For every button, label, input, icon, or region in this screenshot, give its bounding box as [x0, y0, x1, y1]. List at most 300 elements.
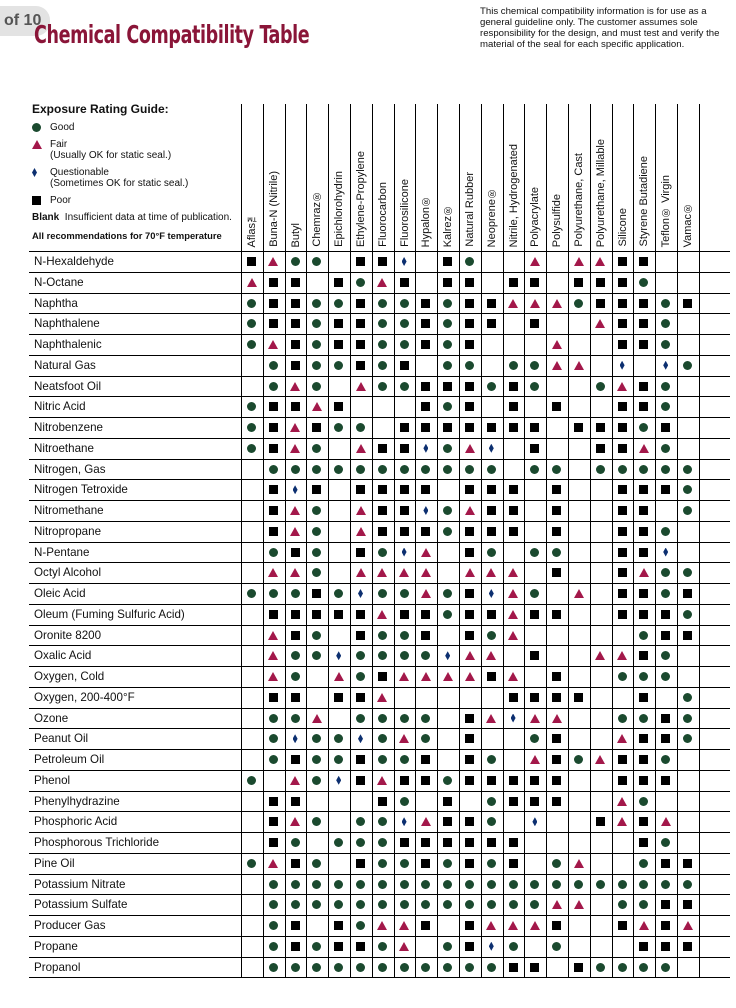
rating-cell	[263, 646, 284, 666]
rating-cell	[328, 584, 349, 604]
rating-cell	[546, 729, 567, 749]
good-circle-icon	[661, 527, 670, 536]
rating-cell	[306, 521, 327, 541]
rating-cell	[633, 874, 654, 894]
rating-cell	[677, 687, 698, 707]
questionable-diamond-icon	[293, 734, 298, 743]
rating-cell	[633, 376, 654, 396]
good-circle-icon	[639, 859, 648, 868]
rating-cell	[306, 874, 327, 894]
poor-square-icon	[661, 776, 670, 785]
poor-square-icon	[465, 921, 474, 930]
good-circle-icon	[487, 817, 496, 826]
rating-cell	[285, 376, 306, 396]
good-circle-icon	[356, 838, 365, 847]
poor-square-icon	[487, 299, 496, 308]
good-circle-icon	[639, 880, 648, 889]
good-circle-icon	[247, 859, 256, 868]
rating-cell	[415, 521, 436, 541]
good-circle-icon	[530, 880, 539, 889]
rating-cell	[285, 812, 306, 832]
good-circle-icon	[247, 444, 256, 453]
good-circle-icon	[552, 880, 561, 889]
rating-cell	[437, 459, 458, 479]
poor-square-icon	[269, 444, 278, 453]
rating-cell	[655, 293, 676, 313]
rating-cell	[568, 957, 589, 977]
poor-square-icon	[421, 755, 430, 764]
rating-cell	[285, 936, 306, 956]
good-circle-icon	[356, 278, 365, 287]
poor-square-icon	[639, 651, 648, 660]
poor-square-icon	[312, 610, 321, 619]
rating-cell	[677, 501, 698, 521]
rating-cell	[285, 729, 306, 749]
poor-square-icon	[509, 485, 518, 494]
rating-cell	[437, 874, 458, 894]
poor-square-icon	[421, 527, 430, 536]
rating-cell	[437, 853, 458, 873]
rating-cell	[263, 833, 284, 853]
fair-triangle-icon	[617, 734, 627, 743]
rating-cell	[263, 667, 284, 687]
poor-square-icon	[639, 485, 648, 494]
rating-cell	[590, 418, 611, 438]
good-circle-icon	[618, 963, 627, 972]
poor-square-icon	[618, 568, 627, 577]
rating-cell	[263, 293, 284, 313]
fair-triangle-icon	[639, 568, 649, 577]
column-header: Epichlorohydrin	[333, 171, 346, 247]
good-circle-icon	[443, 465, 452, 474]
poor-square-icon	[530, 278, 539, 287]
rating-cell	[677, 853, 698, 873]
rating-cell	[481, 314, 502, 334]
rating-cell	[437, 314, 458, 334]
fair-triangle-icon	[32, 140, 42, 149]
poor-square-icon	[661, 734, 670, 743]
rating-cell	[612, 521, 633, 541]
poor-square-icon	[291, 319, 300, 328]
rating-cell	[372, 438, 393, 458]
good-circle-icon	[683, 465, 692, 474]
poor-square-icon	[465, 817, 474, 826]
poor-square-icon	[683, 631, 692, 640]
good-circle-icon	[356, 900, 365, 909]
good-circle-icon	[312, 900, 321, 909]
questionable-diamond-icon	[336, 776, 341, 785]
rating-cell	[263, 874, 284, 894]
fair-triangle-icon	[508, 299, 518, 308]
good-circle-icon	[487, 465, 496, 474]
rating-cell	[524, 791, 545, 811]
fair-triangle-icon	[268, 651, 278, 660]
rating-cell	[546, 459, 567, 479]
rating-cell	[263, 708, 284, 728]
rating-cell	[546, 708, 567, 728]
rating-cell	[263, 936, 284, 956]
good-circle-icon	[487, 631, 496, 640]
good-circle-icon	[312, 859, 321, 868]
good-circle-icon	[421, 651, 430, 660]
rating-cell	[590, 957, 611, 977]
poor-square-icon	[269, 693, 278, 702]
poor-square-icon	[552, 776, 561, 785]
good-circle-icon	[378, 817, 387, 826]
rating-cell	[350, 895, 371, 915]
poor-square-icon	[683, 589, 692, 598]
poor-square-icon	[530, 776, 539, 785]
rating-cell	[481, 646, 502, 666]
guide-questionable: Questionable (Sometimes OK for static seal.)	[32, 167, 237, 189]
poor-square-icon	[400, 278, 409, 287]
rating-cell	[437, 376, 458, 396]
rating-cell	[437, 293, 458, 313]
rating-cell	[263, 521, 284, 541]
rating-cell	[415, 480, 436, 500]
rating-cell	[459, 916, 480, 936]
rating-cell	[590, 272, 611, 292]
fair-triangle-icon	[465, 651, 475, 660]
good-circle-icon	[334, 589, 343, 598]
rating-cell	[328, 335, 349, 355]
rating-cell	[328, 936, 349, 956]
good-circle-icon	[683, 880, 692, 889]
rating-cell	[394, 438, 415, 458]
good-circle-icon	[334, 299, 343, 308]
rating-cell	[503, 480, 524, 500]
rating-cell	[546, 542, 567, 562]
fair-triangle-icon	[443, 672, 453, 681]
poor-square-icon	[269, 485, 278, 494]
good-circle-icon	[356, 465, 365, 474]
rating-cell	[612, 418, 633, 438]
poor-square-icon	[356, 693, 365, 702]
rating-cell	[372, 687, 393, 707]
good-circle-icon	[312, 319, 321, 328]
questionable-diamond-icon	[445, 651, 450, 660]
rating-cell	[350, 708, 371, 728]
column-header: Hypalon®	[420, 194, 433, 247]
rating-cell	[546, 335, 567, 355]
fair-triangle-icon	[574, 900, 584, 909]
poor-square-icon	[356, 319, 365, 328]
good-circle-icon	[269, 382, 278, 391]
rating-cell	[503, 916, 524, 936]
rating-cell	[415, 418, 436, 438]
rating-cell	[350, 729, 371, 749]
exposure-rating-guide	[32, 102, 237, 241]
rating-cell	[437, 521, 458, 541]
rating-cell	[459, 770, 480, 790]
poor-square-icon	[269, 527, 278, 536]
fair-triangle-icon	[530, 714, 540, 723]
column-header: Ethylene-Propylene	[355, 150, 367, 247]
poor-square-icon	[487, 319, 496, 328]
good-circle-icon	[683, 693, 692, 702]
poor-square-icon	[683, 859, 692, 868]
good-circle-icon	[312, 651, 321, 660]
rating-cell	[459, 667, 480, 687]
rating-cell	[524, 542, 545, 562]
good-circle-icon	[443, 402, 452, 411]
rating-cell	[263, 438, 284, 458]
questionable-diamond-icon	[511, 714, 516, 723]
poor-square-icon	[356, 485, 365, 494]
good-circle-icon	[400, 631, 409, 640]
rating-cell	[459, 874, 480, 894]
poor-square-icon	[378, 527, 387, 536]
rating-cell	[677, 708, 698, 728]
rating-cell	[372, 355, 393, 375]
rating-cell	[481, 833, 502, 853]
rating-cell	[655, 729, 676, 749]
poor-square-icon	[465, 838, 474, 847]
poor-square-icon	[291, 859, 300, 868]
rating-cell	[415, 438, 436, 458]
poor-square-icon	[509, 963, 518, 972]
fair-triangle-icon	[290, 444, 300, 453]
poor-square-icon	[421, 299, 430, 308]
good-circle-icon	[334, 900, 343, 909]
rating-cell	[677, 355, 698, 375]
poor-square-icon	[465, 631, 474, 640]
rating-cell	[546, 563, 567, 583]
rating-cell	[394, 272, 415, 292]
poor-square-icon	[247, 257, 256, 266]
rating-cell	[677, 563, 698, 583]
rating-cell	[503, 584, 524, 604]
rating-cell	[328, 355, 349, 375]
good-circle-icon	[269, 465, 278, 474]
page-edge-mark	[0, 980, 6, 996]
good-circle-icon	[32, 123, 41, 132]
rating-cell	[350, 750, 371, 770]
rating-cell	[394, 355, 415, 375]
rating-cell	[263, 272, 284, 292]
rating-cell	[503, 604, 524, 624]
rating-cell	[524, 687, 545, 707]
poor-square-icon	[574, 278, 583, 287]
rating-cell	[372, 750, 393, 770]
rating-cell	[524, 459, 545, 479]
fair-triangle-icon	[617, 651, 627, 660]
fair-triangle-icon	[508, 610, 518, 619]
fair-triangle-icon	[334, 672, 344, 681]
good-circle-icon	[661, 963, 670, 972]
rating-cell	[503, 501, 524, 521]
rating-cell	[285, 314, 306, 334]
rating-cell	[633, 770, 654, 790]
guide-title: Exposure Rating Guide:	[32, 102, 169, 116]
rating-cell	[306, 252, 327, 272]
rating-cell	[415, 957, 436, 977]
rating-cell	[481, 916, 502, 936]
rating-cell	[546, 853, 567, 873]
good-circle-icon	[312, 942, 321, 951]
rating-cell	[437, 584, 458, 604]
fair-triangle-icon	[552, 714, 562, 723]
good-circle-icon	[443, 527, 452, 536]
row-label: Pine Oil	[34, 856, 75, 870]
rating-cell	[372, 459, 393, 479]
rating-cell	[241, 438, 262, 458]
poor-square-icon	[596, 423, 605, 432]
rating-cell	[459, 501, 480, 521]
good-circle-icon	[400, 299, 409, 308]
poor-square-icon	[334, 319, 343, 328]
good-circle-icon	[312, 340, 321, 349]
poor-square-icon	[421, 485, 430, 494]
rating-cell	[655, 957, 676, 977]
rating-cell	[415, 646, 436, 666]
rating-cell	[285, 791, 306, 811]
rating-cell	[285, 957, 306, 977]
rating-cell	[372, 335, 393, 355]
questionable-diamond-icon	[663, 361, 668, 370]
poor-square-icon	[356, 776, 365, 785]
rating-cell	[285, 874, 306, 894]
good-circle-icon	[247, 776, 256, 785]
rating-cell	[350, 874, 371, 894]
fair-triangle-icon	[530, 257, 540, 266]
questionable-diamond-icon	[32, 168, 37, 177]
poor-square-icon	[465, 278, 474, 287]
poor-square-icon	[639, 755, 648, 764]
fair-triangle-icon	[617, 382, 627, 391]
poor-square-icon	[509, 423, 518, 432]
good-circle-icon	[443, 506, 452, 515]
rating-cell	[415, 397, 436, 417]
rating-cell	[263, 418, 284, 438]
rating-cell	[372, 563, 393, 583]
rating-cell	[481, 853, 502, 873]
good-circle-icon	[530, 589, 539, 598]
fair-triangle-icon	[421, 589, 431, 598]
rating-cell	[437, 335, 458, 355]
rating-cell	[285, 459, 306, 479]
rating-cell	[306, 853, 327, 873]
rating-cell	[677, 459, 698, 479]
fair-triangle-icon	[574, 257, 584, 266]
good-circle-icon	[378, 963, 387, 972]
poor-square-icon	[639, 340, 648, 349]
poor-square-icon	[356, 361, 365, 370]
rating-cell	[481, 542, 502, 562]
rating-cell	[263, 480, 284, 500]
rating-cell	[394, 708, 415, 728]
rating-cell	[459, 853, 480, 873]
rating-cell	[590, 252, 611, 272]
good-circle-icon	[661, 340, 670, 349]
poor-square-icon	[421, 319, 430, 328]
rating-cell	[415, 459, 436, 479]
rating-cell	[524, 874, 545, 894]
rating-cell	[437, 272, 458, 292]
poor-square-icon	[291, 402, 300, 411]
rating-cell	[372, 812, 393, 832]
rating-cell	[394, 293, 415, 313]
poor-square-icon	[291, 797, 300, 806]
rating-cell	[350, 418, 371, 438]
poor-square-icon	[421, 859, 430, 868]
fair-triangle-icon	[574, 859, 584, 868]
good-circle-icon	[618, 465, 627, 474]
rating-cell	[633, 625, 654, 645]
page-number-badge: of 10	[0, 6, 50, 36]
rating-cell	[590, 376, 611, 396]
rating-cell	[612, 459, 633, 479]
fair-triangle-icon	[465, 672, 475, 681]
fair-triangle-icon	[356, 382, 366, 391]
good-circle-icon	[509, 361, 518, 370]
rating-cell	[655, 833, 676, 853]
poor-square-icon	[400, 444, 409, 453]
good-circle-icon	[639, 900, 648, 909]
rating-cell	[328, 667, 349, 687]
rating-cell	[394, 314, 415, 334]
good-circle-icon	[378, 361, 387, 370]
poor-square-icon	[356, 257, 365, 266]
good-circle-icon	[269, 755, 278, 764]
rating-cell	[415, 916, 436, 936]
poor-square-icon	[269, 278, 278, 287]
rating-cell	[306, 355, 327, 375]
rating-cell	[372, 293, 393, 313]
good-circle-icon	[661, 672, 670, 681]
poor-square-icon	[552, 568, 561, 577]
good-circle-icon	[378, 589, 387, 598]
good-circle-icon	[443, 610, 452, 619]
rating-cell	[655, 521, 676, 541]
fair-triangle-icon	[508, 672, 518, 681]
good-circle-icon	[465, 900, 474, 909]
column-header: Natural Rubber	[464, 172, 476, 247]
questionable-diamond-icon	[336, 651, 341, 660]
fair-triangle-icon	[399, 568, 409, 577]
rating-cell	[285, 667, 306, 687]
good-circle-icon	[334, 755, 343, 764]
rating-cell	[394, 957, 415, 977]
row-label: Peanut Oil	[34, 732, 89, 746]
fair-triangle-icon	[683, 921, 693, 930]
rating-cell	[612, 874, 633, 894]
rating-cell	[306, 314, 327, 334]
rating-cell	[612, 770, 633, 790]
rating-cell	[372, 770, 393, 790]
poor-square-icon	[334, 921, 343, 930]
good-circle-icon	[378, 880, 387, 889]
row-label: Oxygen, Cold	[34, 670, 105, 683]
good-circle-icon	[400, 714, 409, 723]
rating-cell	[633, 293, 654, 313]
rating-cell	[633, 729, 654, 749]
good-circle-icon	[378, 631, 387, 640]
rating-cell	[481, 584, 502, 604]
fair-triangle-icon	[356, 527, 366, 536]
good-circle-icon	[334, 734, 343, 743]
rating-cell	[524, 916, 545, 936]
good-circle-icon	[334, 361, 343, 370]
poor-square-icon	[661, 485, 670, 494]
good-circle-icon	[618, 900, 627, 909]
poor-square-icon	[356, 610, 365, 619]
rating-cell	[350, 501, 371, 521]
rating-cell	[481, 750, 502, 770]
good-circle-icon	[530, 361, 539, 370]
poor-square-icon	[421, 631, 430, 640]
poor-square-icon	[291, 299, 300, 308]
